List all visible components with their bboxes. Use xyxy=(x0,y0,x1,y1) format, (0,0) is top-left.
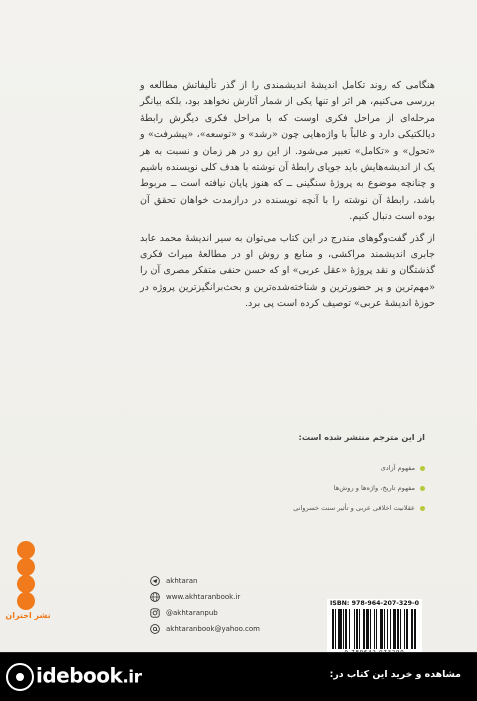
email-icon xyxy=(150,624,160,634)
list-item: مفهوم تاریخ، واژه‌ها و روش‌ها xyxy=(175,478,425,498)
bullet-icon xyxy=(420,486,425,491)
paragraph-2: از گذر گفت‌وگوهای مندرج در این کتاب می‌توان به سیر اندیشهٔ محمد عابد جابری اندیشمند مراکشی، و منابع و روش او در مطالعهٔ میراث فکری گذشتگان و نقد پروژهٔ «عقل عربی» او که حسن حنفی متفکر مصری آن را «مهم‌ترین و پر حضورترین و شناخته‌شده‌ترین و بحث‌برانگیزترین پروژه در حوزهٔ اندیشهٔ عربی» توصیف کرده است پی برد. xyxy=(140,232,435,310)
publisher-name: نشر اختران xyxy=(5,611,51,620)
barcode-bars xyxy=(332,609,418,649)
bullet-icon xyxy=(420,466,425,471)
contact-website[interactable]: www.akhtaranbook.ir xyxy=(150,589,300,605)
globe-icon xyxy=(150,592,160,602)
paragraph-1: هنگامی که روند تکامل اندیشهٔ اندیشمندی را از گذر تألیفاتش مطالعه و بررسی می‌کنیم، هر اثر او تنها یکی از شمار آثارش نخواهد بود، بلکه بیانگر مرحله‌ای از مراحل فکری اوست که با مراحل فکری دیگرش رابطهٔ دیالکتیکی دارد و غالباً با واژه‌هایی چون «رشد» و «توسعه»، «پیشرفت» و «تحول» و «تکامل» تعبیر می‌شود. از این رو در هر زمان و نسبت به هر یک از اندیشه‌هایش باید جویای رابطهٔ آن نوشته با هدف کلی نویسنده باشیم و چنانچه موضوع به پروژهٔ سنگینی ــ که هنوز پایان نیافته است ــ مربوط باشد، رابطهٔ آن نوشته را با آنچه نویسنده در درازمدت خواهان تحقق آن بوده است دنبال کنیم. xyxy=(140,80,435,223)
contact-instagram[interactable]: @akhtaranpub xyxy=(150,605,300,621)
logo-icon xyxy=(6,663,34,691)
contacts xyxy=(150,573,300,637)
telegram-icon xyxy=(150,576,160,586)
back-cover-text xyxy=(140,78,435,318)
other-books-list xyxy=(175,458,425,518)
barcode-bar xyxy=(416,609,417,649)
footer-banner[interactable] xyxy=(0,652,477,701)
isbn-number: ISBN: 978-964-207-329-0 xyxy=(329,600,420,607)
list-item: عقلانیت اخلاقی عربی و تأثیر سنت خسروانی xyxy=(175,498,425,518)
publisher-logo-icon xyxy=(4,540,48,636)
site-logo[interactable]: idebook.ir xyxy=(6,663,142,691)
bullet-icon xyxy=(420,506,425,511)
list-item: مفهوم آزادی xyxy=(175,458,425,478)
other-books-title: از این مترجم منتشر شده است: xyxy=(298,432,425,442)
footer-caption: مشاهده و خرید این کتاب در: xyxy=(329,669,461,680)
instagram-icon xyxy=(150,608,160,618)
contact-telegram[interactable]: akhtaran xyxy=(150,573,300,589)
contact-email[interactable]: akhtaranbook@yahoo.com xyxy=(150,621,300,637)
